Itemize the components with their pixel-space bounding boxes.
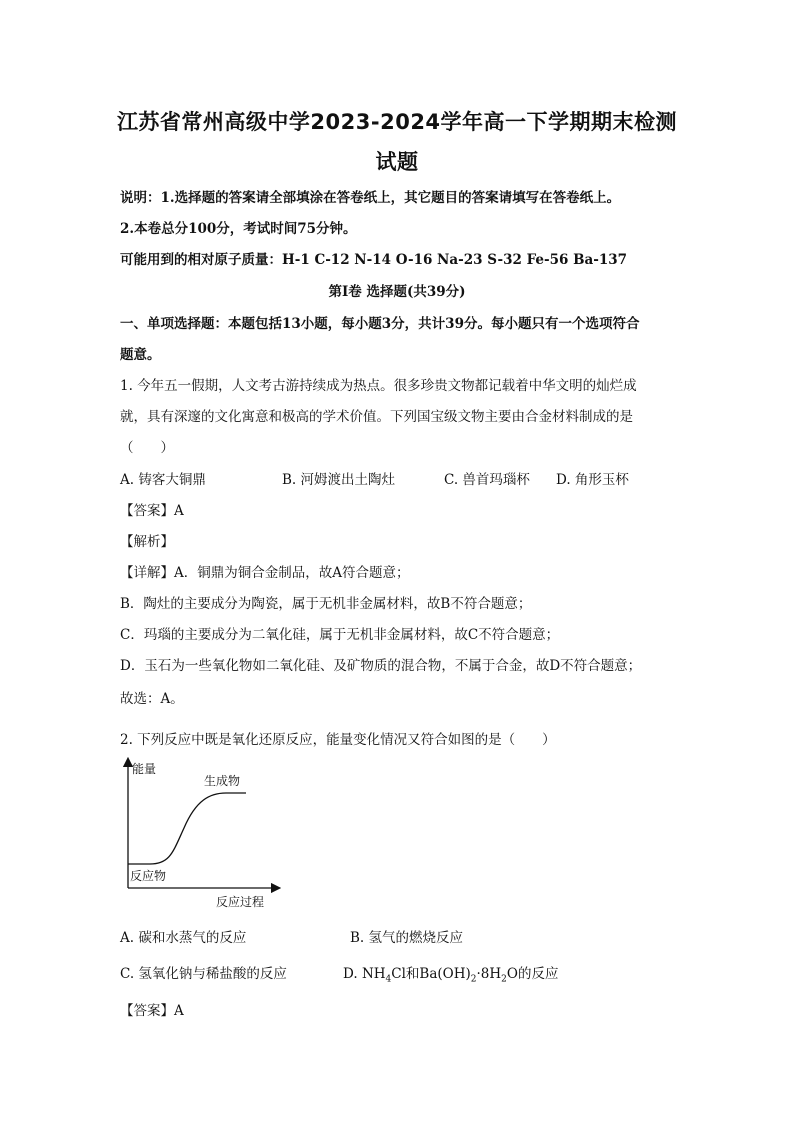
formula-nh4cl-part1: NH bbox=[361, 966, 386, 982]
q2-option-d-prefix: D. bbox=[343, 966, 362, 982]
q2-option-c: C. 氢氧化钠与稀盐酸的反应 bbox=[120, 966, 287, 982]
section-intro: 一、单项选择题：本题包括13小题，每小题3分，共计39分。每小题只有一个选项符合 bbox=[120, 316, 640, 332]
q1-detail-b: B．陶灶的主要成分为陶瓷，属于无机非金属材料，故B不符合题意； bbox=[120, 596, 532, 612]
page-title: 江苏省常州高级中学2023-2024学年高一下学期期末检测 bbox=[116, 110, 678, 134]
formula-sub-2b: 2 bbox=[501, 974, 507, 985]
q1-conclusion: 故选：A。 bbox=[120, 691, 184, 707]
reactant-label: 反应物 bbox=[130, 869, 167, 883]
formula-sub-2a: 2 bbox=[470, 974, 477, 985]
formula-baoh2-part1: Ba(OH) bbox=[419, 966, 471, 982]
energy-curve bbox=[128, 793, 246, 864]
q1-option-a: A. 铸客大铜鼎 bbox=[120, 472, 206, 488]
q1-detail-c: C．玛瑙的主要成分为二氧化硅，属于无机非金属材料，故C不符合题意； bbox=[120, 627, 560, 643]
section-title: 第Ⅰ卷 选择题(共39分) bbox=[328, 284, 466, 300]
note-atomic-mass: 可能用到的相对原子质量：H-1 C-12 N-14 O-16 Na-23 S-32 Fe-56 Ba-137 bbox=[120, 252, 628, 268]
y-axis-label: 能量 bbox=[132, 762, 157, 776]
q1-option-c: C. 兽首玛瑙杯 bbox=[444, 472, 530, 488]
formula-sub-4: 4 bbox=[385, 974, 392, 985]
section-intro-cont: 题意。 bbox=[120, 347, 161, 363]
product-label: 生成物 bbox=[204, 774, 241, 788]
q2-option-b: B. 氢气的燃烧反应 bbox=[350, 930, 464, 946]
q1-answer: 【答案】A bbox=[120, 503, 184, 519]
q1-stem-line1: 1. 今年五一假期，人文考古游持续成为热点。很多珍贵文物都记载着中华文明的灿烂成 bbox=[120, 378, 637, 394]
q1-stem-line3: （ ） bbox=[120, 440, 174, 456]
page-title-line2: 试题 bbox=[375, 150, 419, 174]
x-axis-label: 反应过程 bbox=[216, 895, 265, 909]
q2-answer: 【答案】A bbox=[120, 1003, 184, 1019]
q1-option-d: D. 角形玉杯 bbox=[556, 472, 629, 488]
formula-nh4cl-part2: Cl bbox=[391, 966, 406, 982]
formula-baoh2-part2: ·8H bbox=[476, 966, 502, 982]
q2-option-d-suffix: 的反应 bbox=[517, 966, 559, 982]
q2-option-d bbox=[343, 962, 558, 985]
energy-diagram-svg bbox=[118, 756, 288, 916]
note-instructions: 说明：1.选择题的答案请全部填涂在答卷纸上，其它题目的答案请填写在答卷纸上。 bbox=[120, 190, 621, 206]
q1-detail-a: 【详解】A．铜鼎为铜合金制品，故A符合题意； bbox=[120, 565, 410, 581]
q1-option-b: B. 河姆渡出土陶灶 bbox=[282, 472, 396, 488]
q2-option-d-and: 和 bbox=[405, 966, 420, 982]
formula-baoh2-part3: O bbox=[506, 966, 518, 982]
note-score-time: 2.本卷总分100分，考试时间75分钟。 bbox=[120, 221, 357, 237]
q1-detail-d: D．玉石为一些氧化物如二氧化硅、及矿物质的混合物，不属于合金，故D不符合题意； bbox=[120, 658, 642, 674]
q2-stem: 2. 下列反应中既是氧化还原反应，能量变化情况又符合如图的是（ ） bbox=[120, 732, 556, 748]
q1-analysis-label: 【解析】 bbox=[120, 534, 174, 550]
q1-stem-line2: 就，具有深邃的文化寓意和极高的学术价值。下列国宝级文物主要由合金材料制成的是 bbox=[120, 409, 633, 425]
energy-diagram bbox=[118, 756, 288, 916]
q2-option-a: A. 碳和水蒸气的反应 bbox=[120, 930, 247, 946]
